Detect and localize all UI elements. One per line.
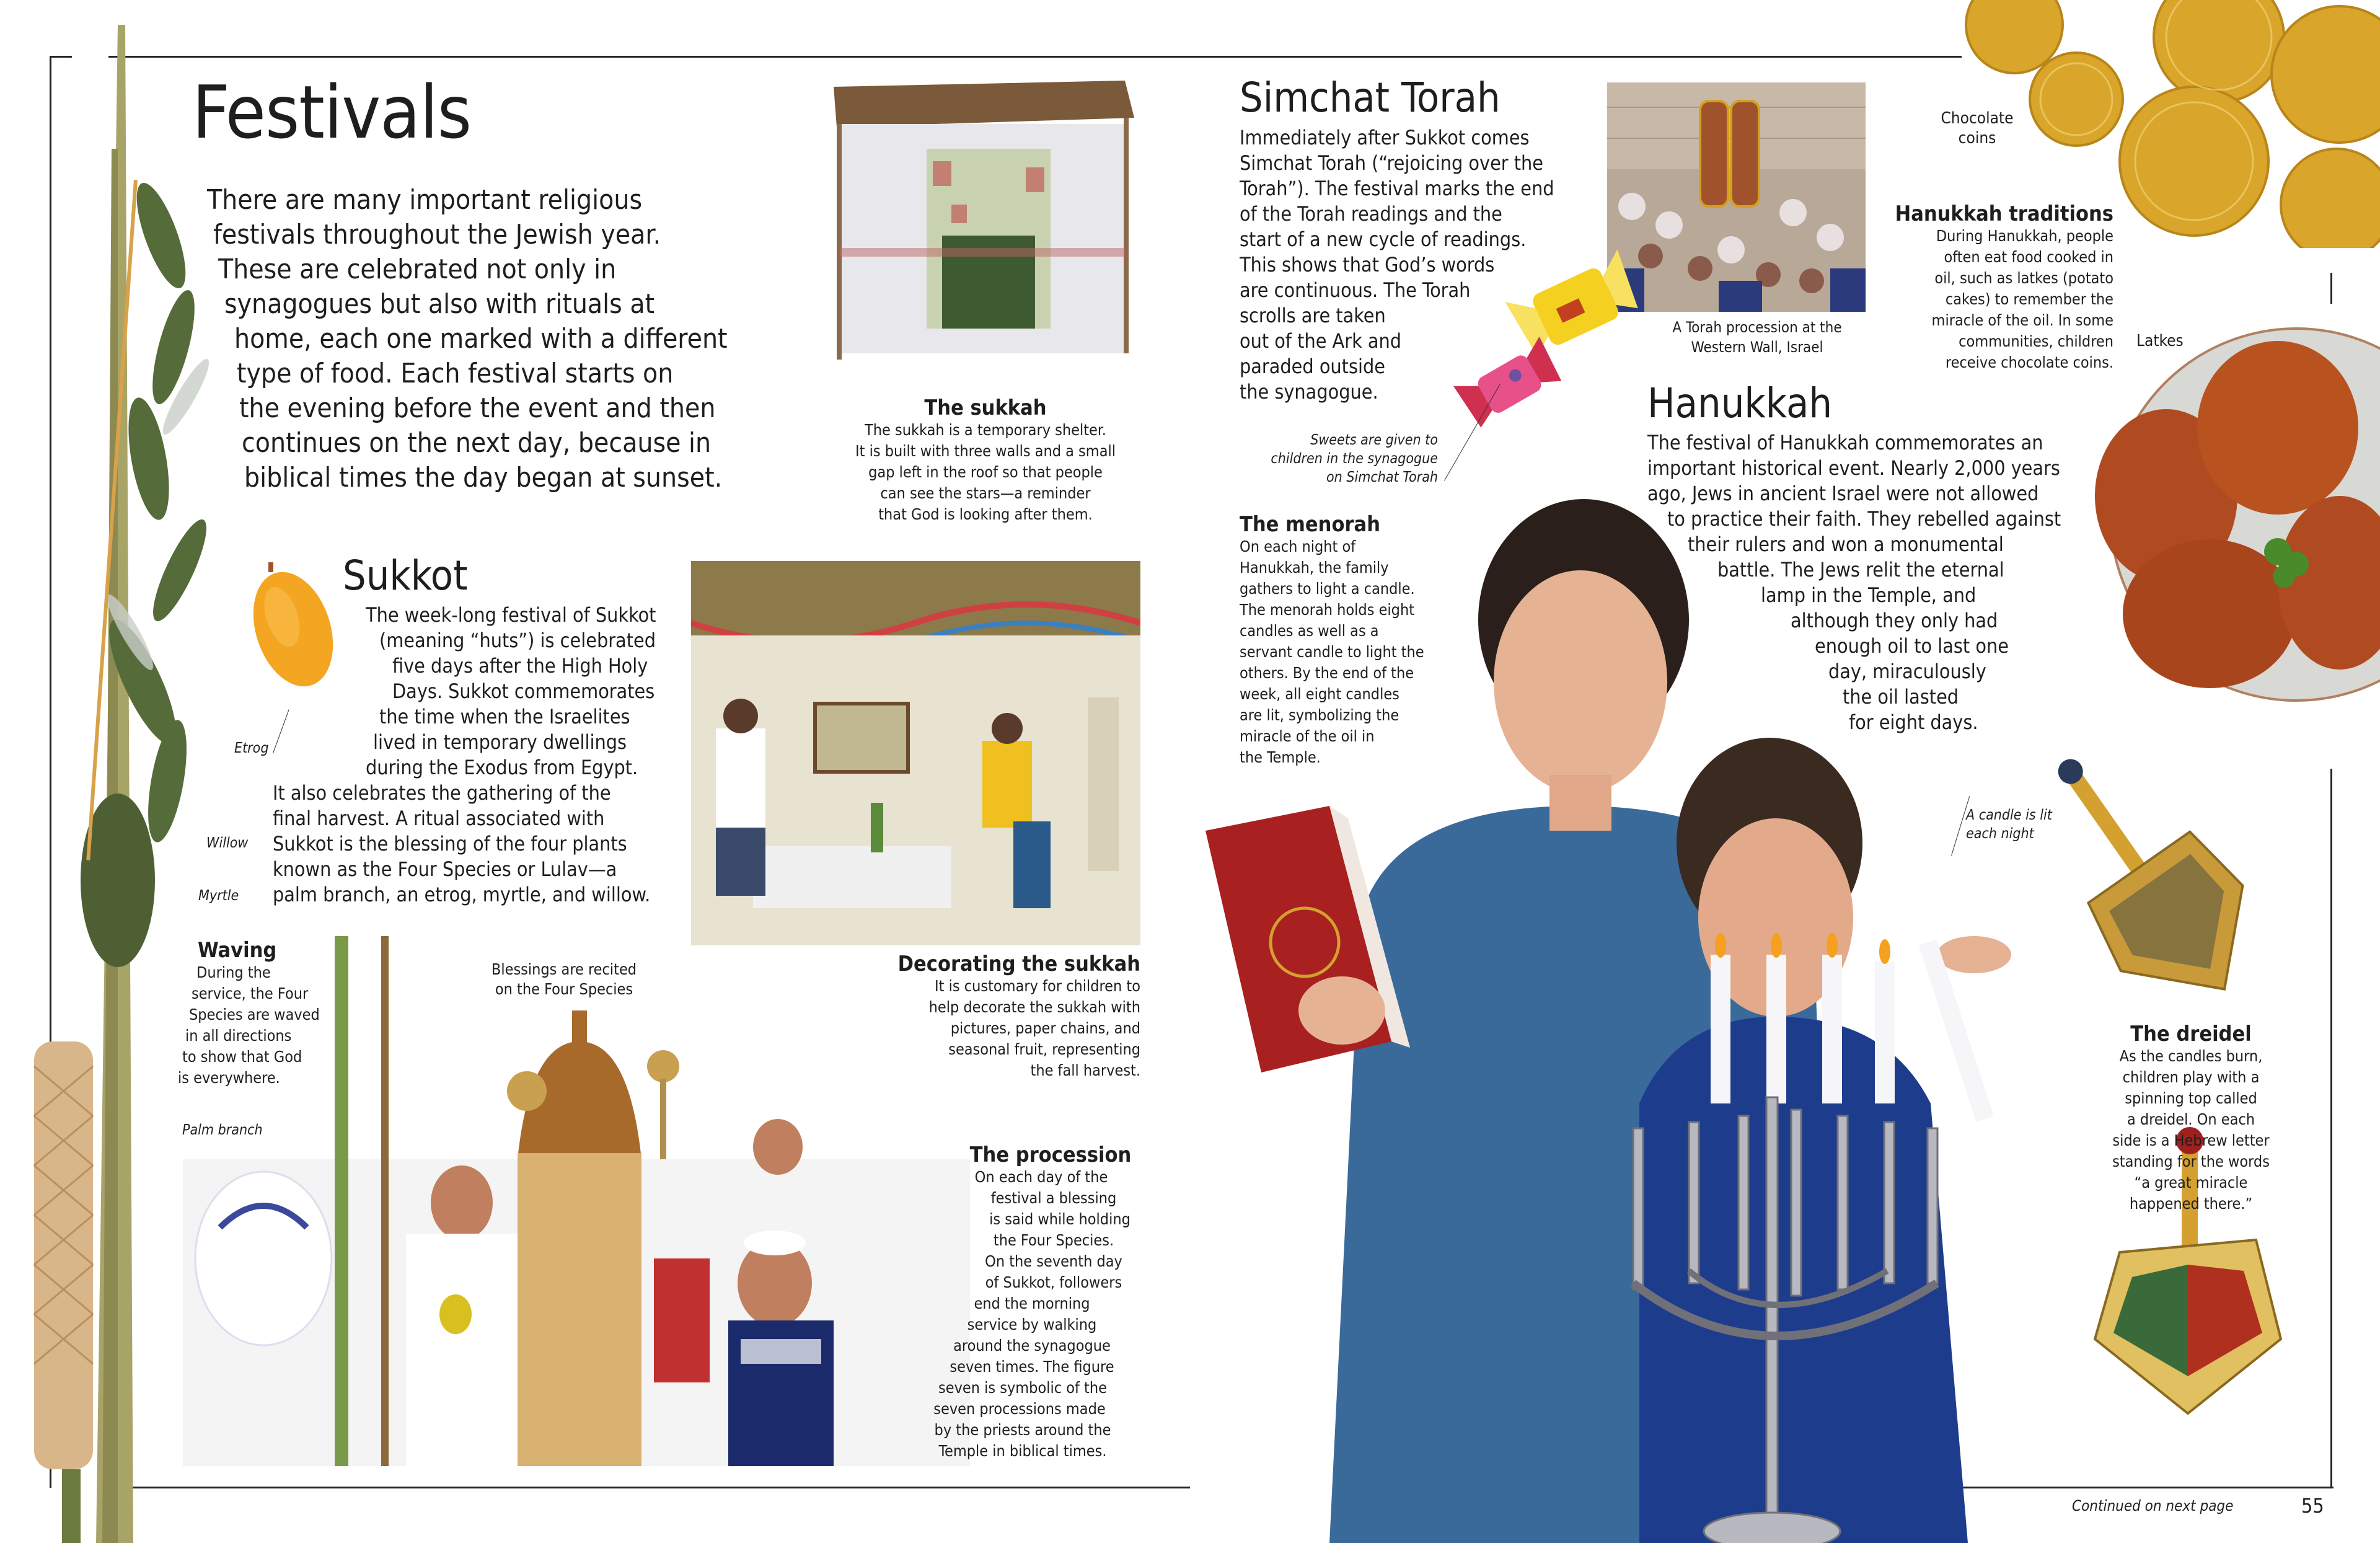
frame-top [108, 56, 1962, 58]
latkes-photo [2092, 316, 2380, 713]
torah-procession-caption: A Torah procession at the Western Wall, Israel [1672, 319, 1842, 356]
sweets-photo [1450, 242, 1649, 434]
sukkah-caption: The sukkah The sukkah is a temporary shelter. It is built with three walls and a small gap left in the roof so that people can see the stars—a reminder that God is looking after them. [806, 397, 1165, 525]
latkes-label: Latkes [2136, 332, 2184, 350]
myrtle-label: Myrtle [198, 888, 239, 904]
hanukkah-paragraph: The festival of Hanukkah commemorates an important historical event. Nearly 2,000 years ago, Jews in ancient Israel were not allowed to practice their faith. They rebelled against their rulers and won a monumental battle. The Jews relit the eternal lamp in the Temple, and although they only had enough oil to last one day, miraculously the oil lasted for eight days. [1647, 431, 2061, 734]
hanukkah-traditions-caption: Hanukkah traditions During Hanukkah, people often eat food cooked in oil, such as latkes (potato cakes) to remember the miracle of the oil. In some communities, children receive chocolate coins. [1866, 203, 2113, 373]
decorating-heading: Decorating the sukkah [897, 952, 1140, 976]
menorah-caption: The menorah On each night of Hanukkah, the family gathers to light a candle. The menorah holds eight candles as well as a servant candle to light the others. By the end of the week, all eight candles are lit, symbolizing the miracle of the oil in the Temple. [1240, 512, 1424, 767]
waving-caption: Waving During the service, the Four Species are waved in all directions to show that God is everywhere. [178, 938, 320, 1087]
simchat-torah-heading: Simchat Torah [1240, 74, 1501, 122]
sukkot-paragraph: The week-long festival of Sukkot (meaning “huts”) is celebrated five days after the High Holy Days. Sukkot commemorates the time when the Israelites lived in temporary dwellings during the Exodus from Egypt. It also celebrates the gathering of the final harvest. A ritual associated with Sukkot is the blessing of the four plants known as the Four Species or Lulav—a palm branch, an etrog, myrtle, and willow. [273, 603, 656, 906]
decorating-sukkah-photo [691, 561, 1140, 945]
sukkah-photo [827, 74, 1140, 366]
simchat-torah-paragraph: Immediately after Sukkot comes Simchat Torah (“rejoicing over the Torah”). The festival marks the end of the Torah readings and the start of a new cycle of readings. This shows that God’s words are continuous. The Torah scrolls are taken out of the Ark and paraded outside the synagogue. [1240, 126, 1554, 404]
willow-label: Willow [206, 835, 249, 851]
menorah-heading: The menorah [1240, 512, 1380, 537]
hanukkah-traditions-heading: Hanukkah traditions [1895, 201, 2113, 226]
frame-right-upper [2330, 273, 2332, 304]
page-title: Festivals [192, 69, 472, 155]
palm-branch-label: Palm branch [182, 1122, 263, 1138]
chocolate-coins-label: Chocolate coins [1941, 109, 2014, 148]
etrog-label: Etrog [234, 740, 269, 756]
frame-bottom-left [130, 1487, 1190, 1488]
blessings-label: Blessings are recited on the Four Species [491, 960, 637, 998]
sukkah-heading: The sukkah [924, 396, 1047, 420]
procession-caption: The procession On each day of the festival a blessing is said while holding the Four Species. On the seventh day of Sukkot, followers end the morning service by walking around the synagogue seven times. The figure seven is symbolic of the seven processions made by the priests around the Temple in biblical times. [902, 1144, 1162, 1462]
menorah-family-photo [1205, 484, 2098, 1543]
sukkot-heading: Sukkot [343, 552, 468, 599]
hanukkah-heading: Hanukkah [1647, 379, 1832, 427]
page-number: 55 [2301, 1494, 2324, 1518]
procession-heading: The procession [969, 1143, 1132, 1167]
waving-heading: Waving [198, 938, 277, 963]
sweets-label: Sweets are given to children in the synagogue on Simchat Torah [1271, 432, 1438, 485]
continued-note: Continued on next page [2072, 1497, 2234, 1514]
four-species-blessing-photo [183, 936, 970, 1466]
dreidel-caption: The dreidel As the candles burn, children play with a spinning top called a dreidel. On each side is a Hebrew letter standing for the words “a great miracle happened there.” [2101, 1023, 2281, 1214]
dreidel-heading: The dreidel [2130, 1022, 2252, 1046]
decorating-caption: Decorating the sukkah It is customary for children to help decorate the sukkah with pictures, paper chains, and seasonal fruit, representing the fall harvest. [818, 953, 1140, 1081]
intro-paragraph: There are many important religious festivals throughout the Jewish year. These are celebrated not only in synagogues but also with rituals at home, each one marked with a different type of food. Each festival starts on the evening before the event and then continues on the next day, because in biblical times the day began at sunset. [207, 184, 728, 493]
candle-lit-label: A candle is lit each night [1966, 807, 2052, 842]
